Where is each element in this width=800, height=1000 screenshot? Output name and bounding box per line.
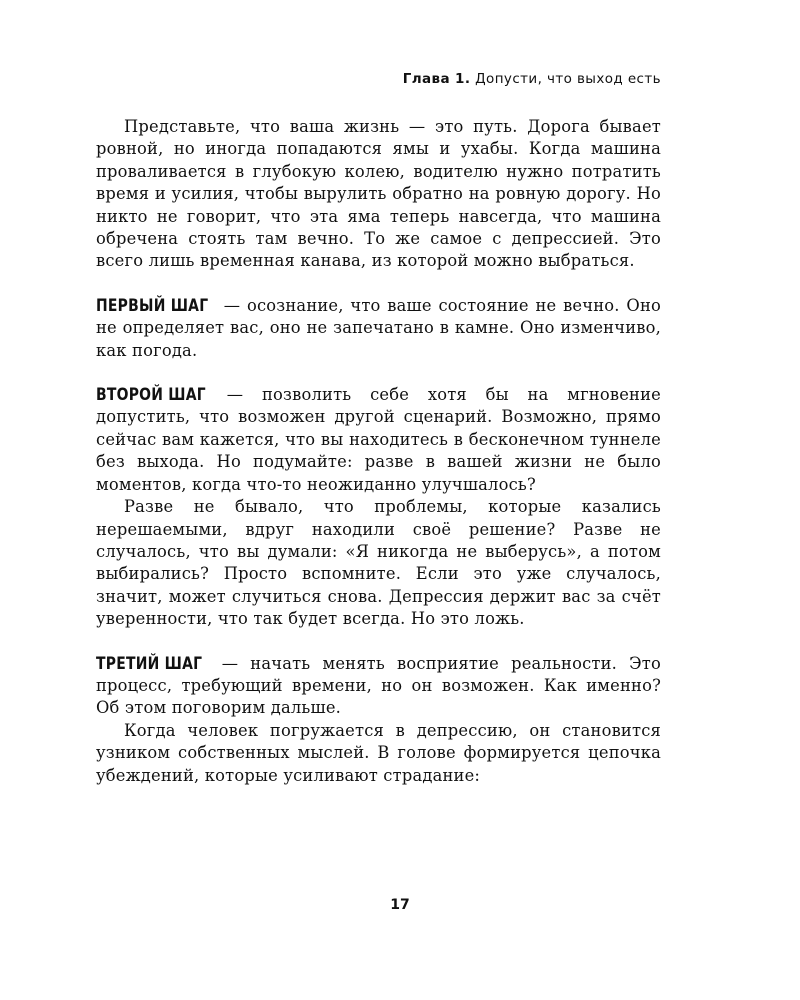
first-step-text: — осознание, что ваше состояние не вечно. Оно не определяет вас, оно не запечатано в камне. Оно изменчиво, как погода.: [96, 295, 661, 360]
chapter-number: Глава 1.: [402, 71, 471, 87]
first-step-label: ПЕРВЫЙ ШАГ: [96, 295, 209, 316]
second-step-text: — позволить себе хотя бы на мгновение допустить, что возможен другой сценарий. Возможно, прямо сейчас вам кажется, что вы находитесь в бесконечном туннеле без выхода. Но подумайте: разве в вашей жизни не было моментов, когда что-то неожиданно улучшалось?: [96, 385, 661, 494]
paragraph-first-step: [96, 295, 661, 362]
paragraph-road-metaphor: Представьте, что ваша жизнь — это путь. Дорога бывает ровной, но иногда попадаются ямы и ухабы. Когда машина проваливается в глубокую колею, водителю нужно потратить время и усилия, чтобы вырулить обратно на ровную дорогу. Но никто не говорит, что эта яма теперь навсегда, что машина обречена стоять там вечно. То же самое с депрессией. Это всего лишь временная канава, из которой можно выбраться.: [96, 117, 661, 271]
third-step-text: — начать менять восприятие реальности. Это процесс, требующий времени, но он возможен. Как именно? Об этом поговорим дальше.: [96, 653, 661, 718]
running-header: [403, 71, 661, 87]
third-step-label: ТРЕТИЙ ШАГ: [96, 653, 203, 674]
paragraph-remember: Разве не бывало, что проблемы, которые казались нерешаемыми, вдруг находили своё решение? Разве не случалось, что вы думали: «Я никогда не выберусь», а потом выбирались? Просто вспомните. Если это уже случалось, значит, может случиться снова. Депрессия держит вас за счёт уверенности, что так будет всегда. Но это ложь.: [96, 497, 661, 629]
page-number: 17: [390, 897, 410, 913]
body-text: [96, 116, 661, 787]
chapter-title: Допусти, что выход есть: [475, 71, 661, 87]
paragraph-second-step: [96, 384, 661, 496]
second-step-label: ВТОРОЙ ШАГ: [96, 385, 206, 406]
paragraph-third-step: [96, 653, 661, 720]
paragraph-beliefs-chain: Когда человек погружается в депрессию, он становится узником собственных мыслей. В голове формируется цепочка убеждений, которые усиливают страдание:: [96, 720, 661, 785]
